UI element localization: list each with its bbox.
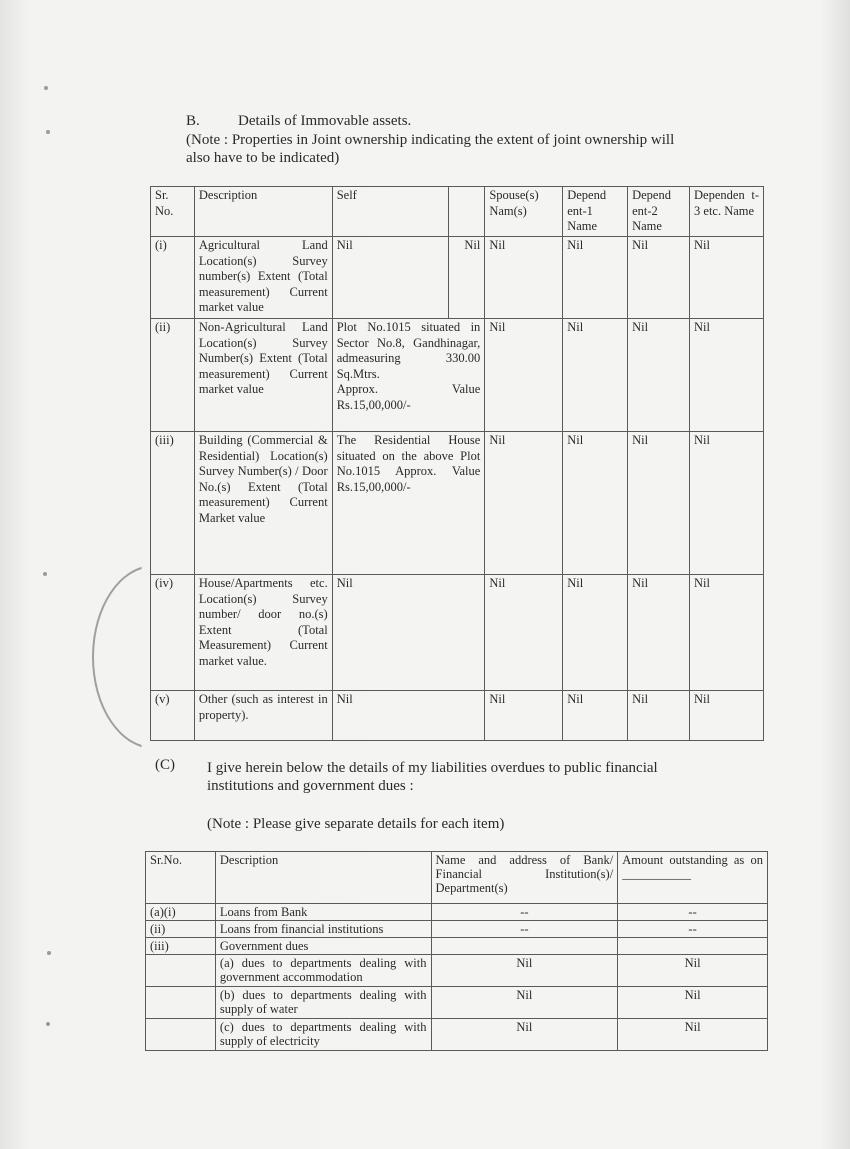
table-header-row	[146, 852, 768, 904]
table-row	[146, 955, 768, 987]
scan-speck	[44, 86, 48, 90]
table-row	[151, 691, 764, 741]
row-spouse: Nil	[485, 237, 563, 319]
table-row	[146, 1019, 768, 1051]
table-row	[151, 575, 764, 691]
table-row	[146, 921, 768, 938]
table-row	[146, 938, 768, 955]
row-sr: (ii)	[146, 921, 216, 938]
section-b-note-line2: also have to be indicated)	[186, 150, 340, 166]
header-dependent-2: Depend ent-2 Name	[628, 187, 690, 237]
row-dependent-1: Nil	[563, 691, 628, 741]
header-description: Description	[194, 187, 332, 237]
row-dependent-3: Nil	[690, 575, 764, 691]
section-c-text-line1: I give herein below the details of my liabilities overdues to public financial	[207, 760, 658, 776]
row-description: Other (such as interest in property).	[194, 691, 332, 741]
row-description: Loans from financial institutions	[215, 921, 431, 938]
row-self-value: Approx. Value Rs.15,00,000/-	[336, 382, 481, 412]
immovable-assets-table	[150, 186, 764, 741]
row-dependent-2: Nil	[628, 319, 690, 432]
table-row	[146, 904, 768, 921]
header-self-extra	[449, 187, 485, 237]
scan-speck	[46, 130, 50, 134]
liabilities-table	[145, 851, 768, 1051]
row-dependent-3: Nil	[690, 691, 764, 741]
row-amount: Nil	[618, 1019, 768, 1051]
table-row	[146, 987, 768, 1019]
row-description: Agricultural Land Location(s) Survey number(s) Extent (Total measurement) Current market value	[194, 237, 332, 319]
header-self: Self	[332, 187, 449, 237]
row-description: House/Apartments etc. Location(s) Survey number/ door no.(s) Extent (Total Measurement) Current market value.	[194, 575, 332, 691]
row-dependent-1: Nil	[563, 319, 628, 432]
row-self-extra: Nil	[449, 237, 485, 319]
row-sr: (a)(i)	[146, 904, 216, 921]
row-spouse: Nil	[485, 575, 563, 691]
row-dependent-1: Nil	[563, 432, 628, 575]
table-row	[151, 319, 764, 432]
row-dependent-2: Nil	[628, 691, 690, 741]
row-sr: (ii)	[151, 319, 195, 432]
section-c-note: (Note : Please give separate details for each item)	[207, 816, 505, 832]
row-dependent-3: Nil	[690, 432, 764, 575]
table-row	[151, 237, 764, 319]
header-dependent-3: Dependen t-3 etc. Name	[690, 187, 764, 237]
header-bank: Name and address of Bank/ Financial Institution(s)/ Department(s)	[431, 852, 618, 904]
header-sr-no: Sr. No.	[151, 187, 195, 237]
row-self: Nil	[332, 575, 485, 691]
row-amount	[618, 938, 768, 955]
row-spouse: Nil	[485, 432, 563, 575]
section-b-letter: B.	[186, 113, 200, 129]
table-header-row	[151, 187, 764, 237]
row-sr: (v)	[151, 691, 195, 741]
scan-speck	[46, 1022, 50, 1026]
row-spouse: Nil	[485, 691, 563, 741]
row-self: Nil	[332, 237, 449, 319]
section-c-letter: (C)	[155, 757, 175, 773]
row-dependent-1: Nil	[563, 575, 628, 691]
row-dependent-2: Nil	[628, 432, 690, 575]
row-amount: --	[618, 921, 768, 938]
row-dependent-1: Nil	[563, 237, 628, 319]
section-c-text-line2: institutions and government dues :	[207, 778, 414, 794]
row-description: Non-Agricultural Land Location(s) Survey Number(s) Extent (Total measurement) Current market value	[194, 319, 332, 432]
row-amount: Nil	[618, 955, 768, 987]
row-amount: --	[618, 904, 768, 921]
row-self: Nil	[332, 691, 485, 741]
section-b-note-line1: (Note : Properties in Joint ownership indicating the extent of joint ownership will	[186, 132, 675, 148]
scan-speck	[47, 951, 51, 955]
row-self	[332, 319, 485, 432]
table-row	[151, 432, 764, 575]
row-bank: --	[431, 904, 618, 921]
row-dependent-3: Nil	[690, 237, 764, 319]
row-amount: Nil	[618, 987, 768, 1019]
row-description: Government dues	[215, 938, 431, 955]
row-sr: (iii)	[151, 432, 195, 575]
row-dependent-2: Nil	[628, 237, 690, 319]
row-sr: (iii)	[146, 938, 216, 955]
header-sr-no: Sr.No.	[146, 852, 216, 904]
row-bank: Nil	[431, 987, 618, 1019]
row-description: (b) dues to departments dealing with supply of water	[215, 987, 431, 1019]
row-description: (a) dues to departments dealing with government accommodation	[215, 955, 431, 987]
row-self: The Residential House situated on the above Plot No.1015 Approx. Value Rs.15,00,000/-	[332, 432, 485, 575]
row-sr	[146, 955, 216, 987]
header-spouse: Spouse(s) Nam(s)	[485, 187, 563, 237]
row-bank: Nil	[431, 1019, 618, 1051]
row-description: Building (Commercial & Residential) Location(s) Survey Number(s) / Door No.(s) Extent (Total measurement) Current Market value	[194, 432, 332, 575]
row-bank	[431, 938, 618, 955]
header-amount: Amount outstanding as on ___________	[618, 852, 768, 904]
row-dependent-3: Nil	[690, 319, 764, 432]
row-self-details: Plot No.1015 situated in Sector No.8, Gandhinagar, admeasuring 330.00 Sq.Mtrs.	[336, 320, 481, 381]
header-description: Description	[215, 852, 431, 904]
row-sr: (iv)	[151, 575, 195, 691]
row-bank: Nil	[431, 955, 618, 987]
scan-speck	[43, 572, 47, 576]
row-dependent-2: Nil	[628, 575, 690, 691]
row-spouse: Nil	[485, 319, 563, 432]
row-description: (c) dues to departments dealing with supply of electricity	[215, 1019, 431, 1051]
section-b-title: Details of Immovable assets.	[238, 113, 412, 129]
row-sr	[146, 1019, 216, 1051]
row-description: Loans from Bank	[215, 904, 431, 921]
header-dependent-1: Depend ent-1 Name	[563, 187, 628, 237]
row-bank: --	[431, 921, 618, 938]
row-sr	[146, 987, 216, 1019]
row-sr: (i)	[151, 237, 195, 319]
